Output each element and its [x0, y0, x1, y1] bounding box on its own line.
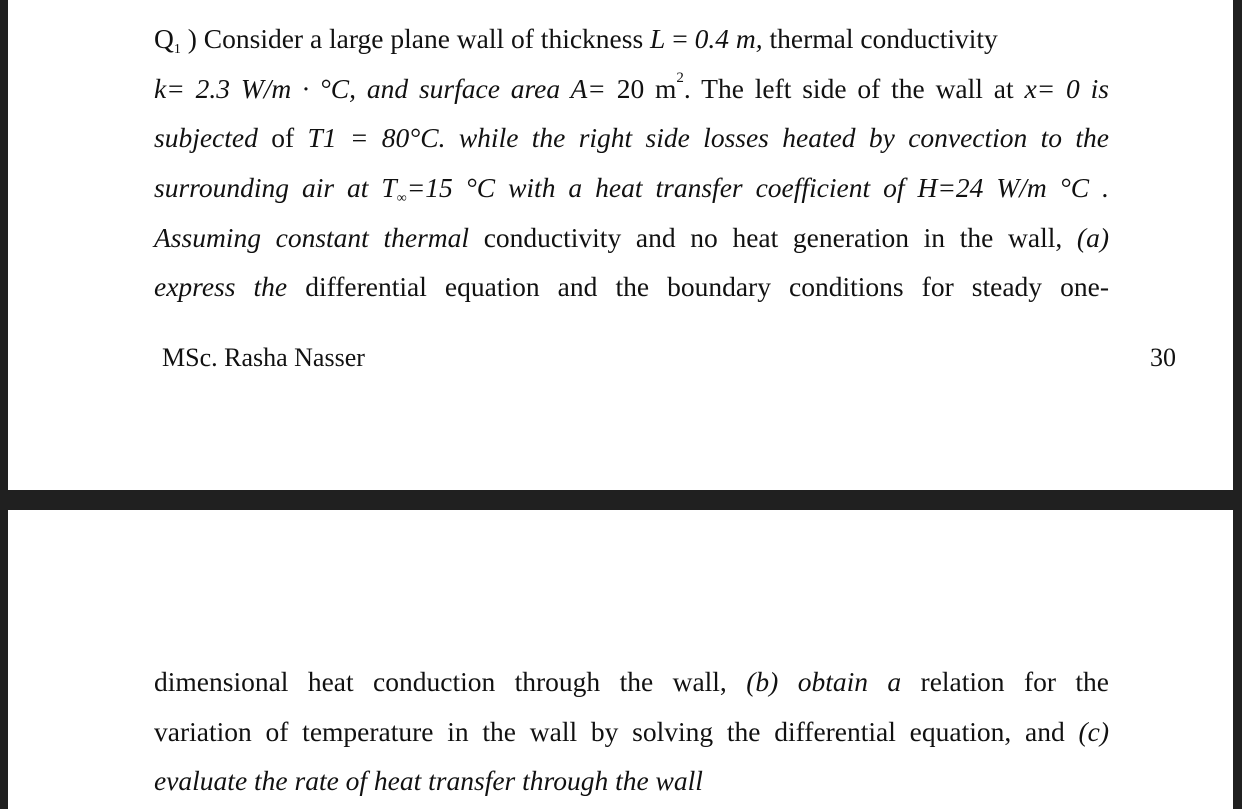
line-text: obtain a [778, 666, 902, 697]
line-text: dimensional heat conduction through the wall, [154, 666, 747, 697]
paragraph-line-4 [154, 170, 1109, 206]
paragraph-line-5 [154, 220, 1109, 256]
superscript: 2 [676, 70, 684, 86]
line-text: (c) [1078, 716, 1109, 747]
page-number: 30 [1150, 343, 1176, 372]
line-text: k= 2.3 W/m · °C, and surface area A= [154, 73, 606, 104]
line-text: = [665, 23, 695, 54]
line-text: variation of temperature in the wall by solving the differential equation, and [154, 716, 1079, 747]
line-text: relation for the [901, 666, 1110, 697]
line-text: (b) [746, 666, 779, 697]
paragraph-line-7 [154, 664, 1109, 700]
line-text: Assuming constant thermal [154, 222, 470, 253]
line-text: T1 = 80°C. while the right side losses heated by convection to the [307, 122, 1109, 153]
question-number: 1 [173, 42, 181, 57]
footer-author: MSc. Rasha Nasser [162, 343, 365, 372]
line-text: conductivity and no heat generation in the wall, [469, 222, 1077, 253]
line-text: 20 m [605, 73, 677, 104]
document-page-31 [8, 510, 1233, 809]
paragraph-line-1 [154, 21, 1109, 57]
line-text: ) Consider a large plane wall of thickness [180, 23, 651, 54]
question-label: Q [154, 23, 174, 54]
line-text: thermal conductivity [762, 23, 998, 54]
paragraph-line-9 [154, 763, 1109, 799]
paragraph-line-3 [154, 120, 1109, 156]
line-text: subjected [154, 122, 258, 153]
line-text: evaluate the rate of heat transfer through the wall [154, 765, 703, 796]
subscript: ∞ [396, 191, 407, 206]
line-text: 0.4 m, [694, 23, 763, 54]
line-text: differential equation and the boundary conditions for steady one- [287, 271, 1109, 302]
paragraph-line-2 [154, 71, 1109, 107]
document-page-30 [8, 0, 1233, 490]
line-text: . The left side of the wall at [683, 73, 1025, 104]
line-text: express the [154, 271, 288, 302]
line-text: surrounding air at T [154, 172, 397, 203]
paragraph-line-6 [154, 269, 1109, 305]
paragraph-line-8 [154, 714, 1109, 750]
line-text: =15 °C with a heat transfer coefficient of H=24 W/m °C . [406, 172, 1109, 203]
line-text: L [650, 23, 666, 54]
line-text: (a) [1076, 222, 1109, 253]
line-text: of [257, 122, 308, 153]
line-text: x= 0 is [1024, 73, 1109, 104]
